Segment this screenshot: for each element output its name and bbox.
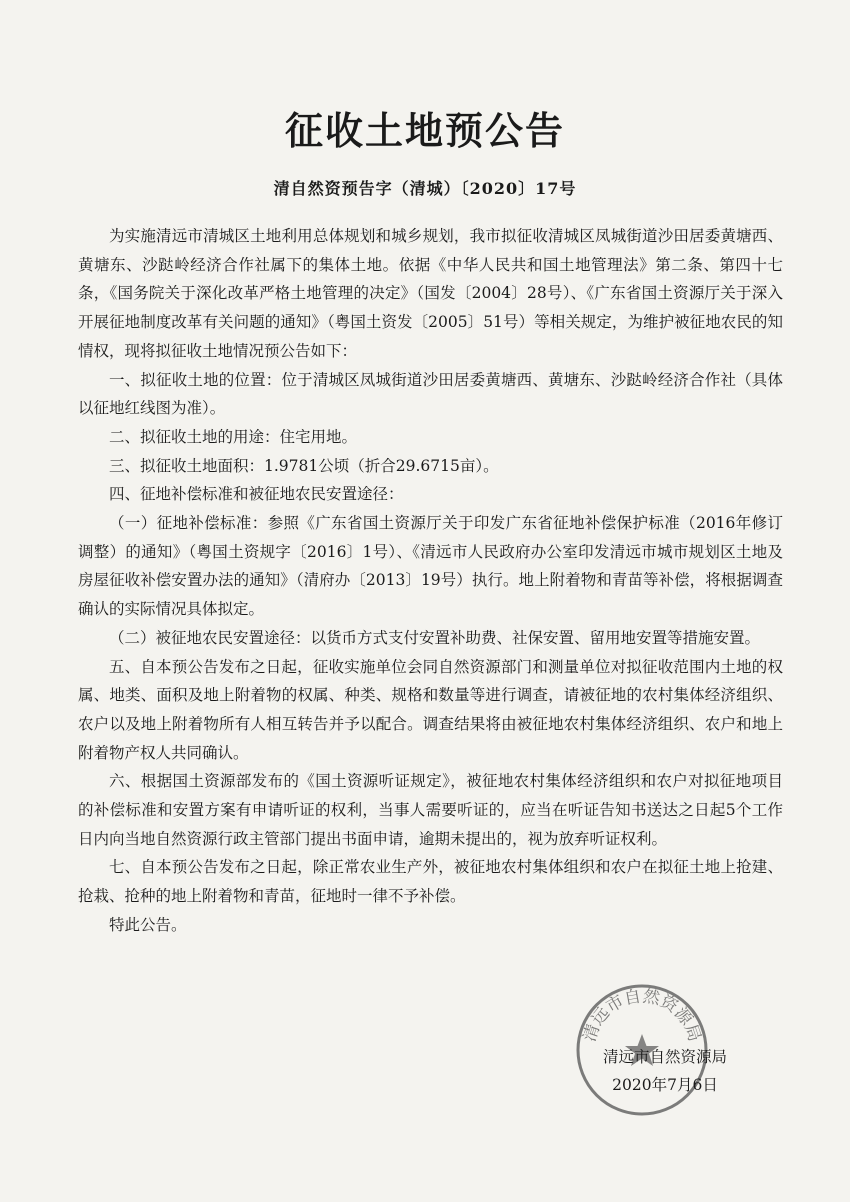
paragraph-hearing: 六、根据国土资源部发布的《国土资源听证规定》，被征地农村集体经济组织和农户对拟征地项目的补偿标准和安置方案有申请听证的权利，当事人需要听证的，应当在听证告知书送达之日起5个工作日内向当地自然资源行政主管部门提出书面申请，逾期未提出的，视为放弃听证权利。 [78, 772, 783, 848]
paragraph-compensation-standard: （一）征地补偿标准：参照《广东省国土资源厅关于印发广东省征地补偿保护标准（2016年修订调整）的通知》（粤国土资规字〔2016〕1号）、《清远市人民政府办公室印发清远市城市规划区土地及房屋征收补偿安置办法的通知》（清府办〔2013〕19号）执行。地上附着物和青苗等补偿，将根据调查确认的实际情况具体拟定。 [78, 514, 783, 619]
seal-text: 清远市自然资源局 [579, 986, 705, 1045]
paragraph-area: 三、拟征收土地面积：1.9781公顷（折合29.6715亩）。 [109, 456, 499, 475]
signature-date: 2020年7月6日 [612, 1076, 718, 1094]
document-title: 征收土地预公告 [284, 109, 565, 153]
paragraph-no-compensation: 七、自本预公告发布之日起，除正常农业生产外，被征地农村集体组织和农户在拟征土地上抢建、抢栽、抢种的地上附着物和青苗，征地时一律不予补偿。 [78, 858, 783, 906]
paragraph-survey: 五、自本预公告发布之日起，征收实施单位会同自然资源部门和测量单位对拟征收范围内土地的权属、地类、面积及地上附着物的权属、种类、规格和数量等进行调查，请被征地的农村集体经济组织、农户以及地上附着物所有人相互转告并予以配合。调查结果将由被征地农村集体经济组织、农户和地上附着物产权人共同确认。 [78, 657, 783, 762]
paragraph-intro: 为实施清远市清城区土地利用总体规划和城乡规划，我市拟征收清城区凤城街道沙田居委黄塘西、黄塘东、沙跶岭经济合作社属下的集体土地。依据《中华人民共和国土地管理法》第二条、第四十七条，《国务院关于深化改革严格土地管理的决定》（国发〔2004〕28号）、《广东省国土资源厅关于深入开展征地制度改革有关问题的通知》（粤国土资发〔2005〕51号）等相关规定，为维护被征地农民的知情权，现将拟征收土地情况预公告如下： [78, 227, 783, 360]
paragraph-usage: 二、拟征收土地的用途：住宅用地。 [109, 427, 358, 446]
paragraph-resettlement: （二）被征地农民安置途径：以货币方式支付安置补助费、社保安置、留用地安置等措施安置。 [109, 628, 761, 647]
signature-organization: 清远市自然资源局 [602, 1048, 727, 1066]
document-number: 清自然资预告字（清城）〔2020〕17号 [273, 179, 577, 198]
paragraph-closing: 特此公告。 [109, 915, 187, 934]
paragraph-location: 一、拟征收土地的位置：位于清城区凤城街道沙田居委黄塘西、黄塘东、沙跶岭经济合作社（具体以征地红线图为准）。 [78, 370, 783, 418]
document-body [78, 222, 783, 940]
paragraph-compensation-heading: 四、征地补偿标准和被征地农民安置途径： [109, 485, 404, 504]
